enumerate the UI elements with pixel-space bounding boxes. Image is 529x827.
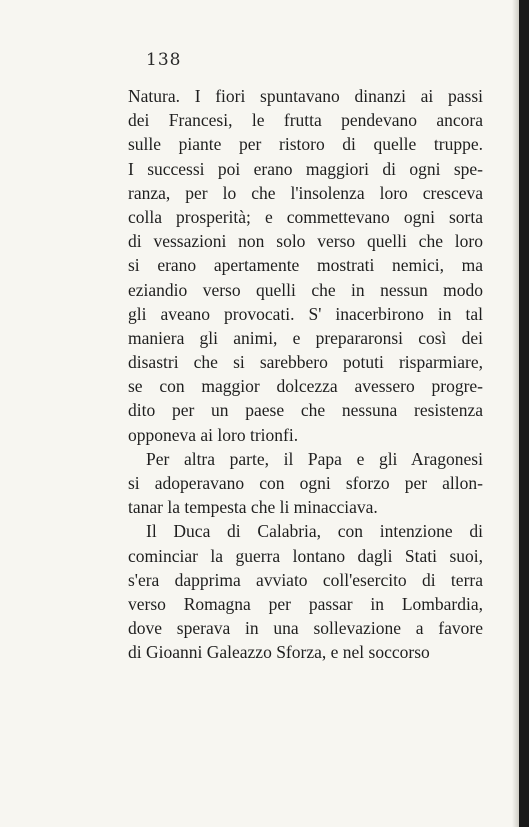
text-line: cominciar la guerra lontano dagli Stati suoi, bbox=[128, 545, 483, 566]
text-line: eziandio verso quelli che in nessun modo bbox=[128, 279, 483, 300]
text-line: s'era dapprima avviato coll'esercito di terra bbox=[128, 569, 483, 590]
text-line: Natura. I fiori spuntavano dinanzi ai passi bbox=[128, 86, 483, 106]
paragraph bbox=[128, 447, 483, 520]
text-line: verso Romagna per passar in Lombardia, bbox=[128, 593, 483, 614]
text-line: Per altra parte, il Papa e gli Aragonesi bbox=[146, 448, 483, 469]
text-line: se con maggior dolcezza avessero progre- bbox=[128, 376, 483, 397]
text-line: disastri che si sarebbero potuti risparmiare, bbox=[128, 352, 483, 373]
text-line: tanar la tempesta che li minacciava. bbox=[128, 497, 378, 518]
text-line: ranza, per lo che l'insolenza loro cresceva bbox=[128, 182, 483, 203]
text-line: sulle piante per ristoro di quelle truppe. bbox=[128, 134, 483, 155]
text-line: si erano apertamente mostrati nemici, ma bbox=[128, 255, 483, 276]
text-line: Il Duca di Calabria, con intenzione di bbox=[146, 521, 483, 542]
page-number: 138 bbox=[146, 50, 182, 70]
text-line: dito per un paese che nessuna resistenza bbox=[128, 400, 483, 421]
text-line: opponeva ai loro trionfi. bbox=[128, 424, 299, 445]
paragraph bbox=[128, 84, 483, 447]
text-line: di vessazioni non solo verso quelli che loro bbox=[128, 231, 483, 252]
text-line: maniera gli animi, e prepararonsi così dei bbox=[128, 327, 483, 348]
text-line: dei Francesi, le frutta pendevano ancora bbox=[128, 110, 483, 131]
paragraph bbox=[128, 519, 483, 664]
text-line: gli aveano provocati. S' inacerbirono in tal bbox=[128, 303, 483, 324]
text-line: si adoperavano con ogni sforzo per allon- bbox=[128, 473, 483, 493]
page-edge-shadow bbox=[512, 0, 519, 827]
text-line: dove sperava in una sollevazione a favore bbox=[128, 618, 483, 639]
text-line: colla prosperità; e commettevano ogni sorta bbox=[128, 206, 483, 227]
scan-border bbox=[519, 0, 529, 827]
text-line: di Gioanni Galeazzo Sforza, e nel soccorso bbox=[128, 642, 430, 663]
body-text bbox=[128, 84, 483, 665]
text-line: I successi poi erano maggiori di ogni spe- bbox=[128, 158, 483, 179]
